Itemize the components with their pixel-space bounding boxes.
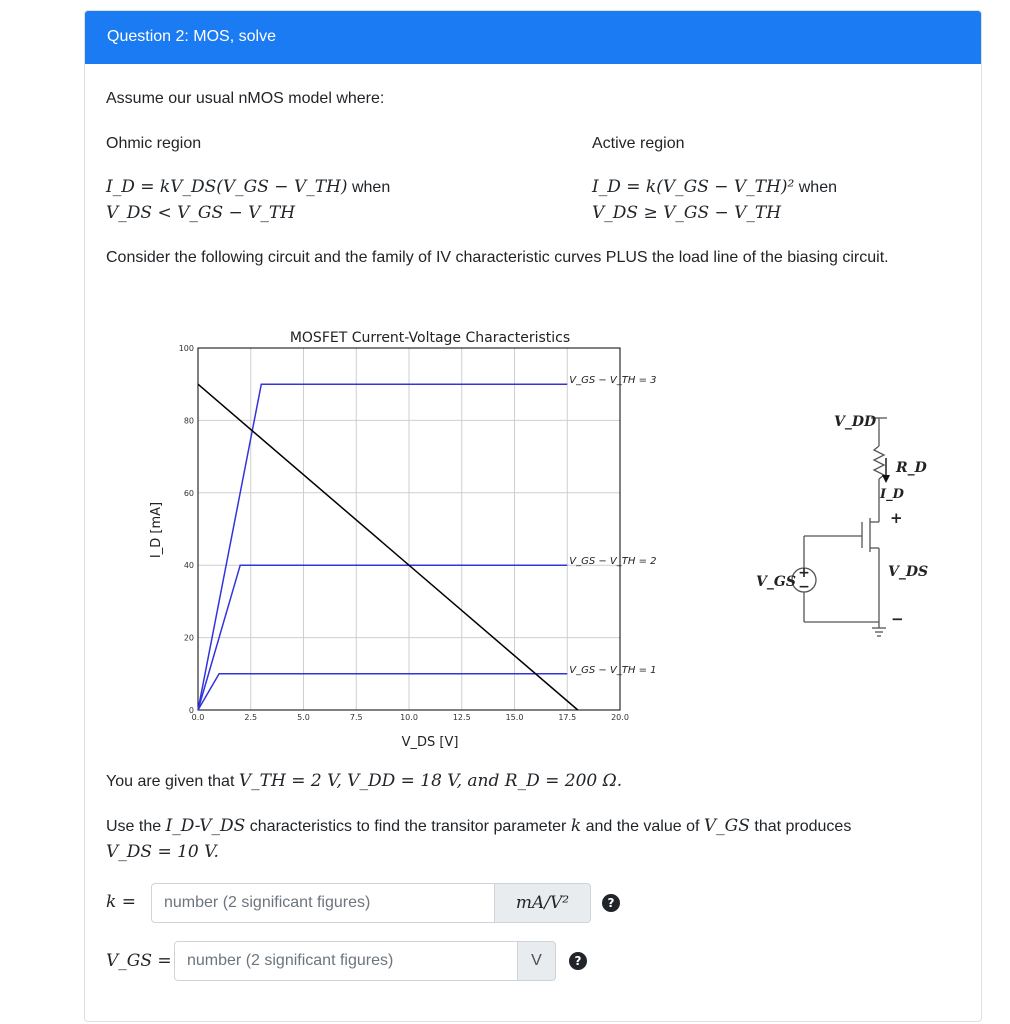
vgs-unit-text: V: [531, 952, 542, 969]
circuit-diagram: [750, 400, 930, 645]
ohmic-when: when: [351, 179, 391, 196]
x-tick-label: 10.0: [400, 713, 418, 722]
x-tick-label: 15.0: [505, 713, 524, 722]
question-header: [85, 11, 981, 64]
y-tick-label: 80: [183, 416, 194, 426]
vgs-label: V_GS: [756, 574, 796, 590]
iv-chart: [140, 320, 700, 760]
vdd-label: V_DD: [834, 414, 877, 430]
use-math-idvds: I_D-V_DS: [165, 816, 246, 836]
y-tick-label: 40: [183, 561, 194, 571]
k-unit: [495, 883, 591, 923]
vds-label: V_DS: [888, 564, 929, 580]
curve-annotation: V_GS − V_TH = 3: [569, 375, 657, 387]
rd-label: R_D: [896, 460, 927, 476]
vgs-input[interactable]: [174, 941, 518, 981]
y-tick-label: 0: [188, 706, 194, 715]
use-mid: characteristics to find the transitor parameter: [249, 818, 567, 835]
use-line: [106, 816, 851, 836]
use-math-vgs: V_GS: [703, 816, 750, 836]
resistor-icon: [874, 446, 884, 479]
x-tick-label: 0.0: [191, 713, 205, 722]
vds-minus: −: [891, 610, 904, 628]
x-tick-label: 2.5: [244, 713, 258, 722]
id-arrow-icon: [882, 475, 890, 483]
y-axis-label: I_D [mA]: [149, 501, 164, 559]
active-title: Active region: [592, 135, 685, 152]
active-equation: [592, 177, 837, 197]
given-math: V_TH = 2 V, V_DD = 18 V, and R_D = 200 Ω.: [238, 771, 623, 791]
k-help-icon[interactable]: ?: [602, 894, 620, 912]
source-minus: −: [798, 579, 810, 595]
x-tick-label: 17.5: [558, 713, 577, 722]
active-condition: V_DS ≥ V_GS − V_TH: [592, 203, 782, 223]
ohmic-equation: [106, 177, 390, 197]
ohmic-eq-math: I_D = kV_DS(V_GS − V_TH): [106, 177, 348, 197]
source-plus: +: [798, 565, 810, 581]
active-when: when: [798, 179, 837, 196]
x-tick-label: 7.5: [349, 713, 363, 722]
use-mid2: and the value of: [585, 818, 700, 835]
y-tick-label: 60: [183, 488, 194, 498]
y-tick-label: 100: [178, 344, 194, 353]
use-math-k: k: [570, 816, 582, 836]
intro-text: Assume our usual nMOS model where:: [106, 90, 385, 107]
vgs-help-icon[interactable]: ?: [569, 952, 587, 970]
ohmic-condition: V_DS < V_GS − V_TH: [106, 203, 296, 223]
ohmic-title: Ohmic region: [106, 135, 202, 152]
x-axis-label: V_DS [V]: [401, 735, 459, 750]
chart-title: MOSFET Current-Voltage Characteristics: [289, 330, 571, 346]
id-label: I_D: [880, 487, 904, 502]
x-tick-label: 12.5: [452, 713, 471, 722]
k-label: k =: [106, 892, 136, 912]
vgs-field-label: V_GS =: [106, 951, 172, 971]
x-tick-label: 20.0: [611, 713, 629, 722]
use-post: that produces: [754, 818, 852, 835]
x-tick-label: 5.0: [297, 713, 310, 722]
k-input[interactable]: [151, 883, 495, 923]
vgs-unit: [518, 941, 556, 981]
given-line: [106, 771, 622, 791]
use-line-2: V_DS = 10 V.: [106, 842, 219, 862]
y-tick-label: 20: [183, 633, 194, 643]
curve-annotation: V_GS − V_TH = 2: [569, 556, 657, 568]
vds-plus: +: [890, 509, 903, 527]
vgs-input-group: [174, 941, 556, 981]
active-eq-math: I_D = k(V_GS − V_TH)²: [592, 177, 795, 197]
series-line-3: [198, 384, 567, 710]
use-pre: Use the: [106, 818, 162, 835]
consider-text: Consider the following circuit and the family of IV characteristic curves PLUS the load line of the biasing circuit.: [106, 249, 889, 266]
series-line-1: [198, 674, 567, 710]
k-input-group: [151, 883, 591, 923]
question-title: Question 2: MOS, solve: [107, 28, 276, 45]
series-line-4: [198, 384, 578, 710]
curve-annotation: V_GS − V_TH = 1: [569, 664, 657, 676]
given-text: You are given that: [106, 773, 235, 790]
k-unit-text: mA/V²: [515, 893, 570, 913]
